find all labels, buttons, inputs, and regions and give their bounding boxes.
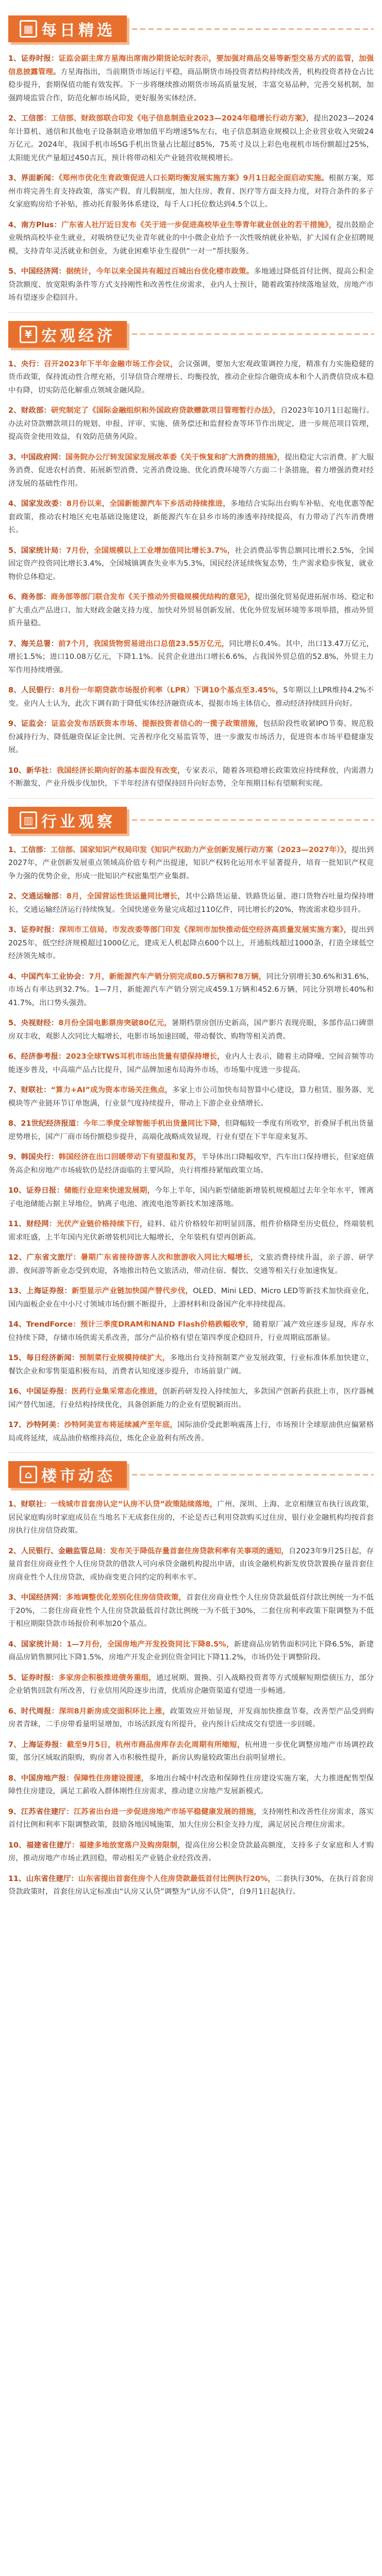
news-item (8, 1117, 374, 1144)
news-headline: 工信部、财政部联合印发《电子信息制造业2023—2024年稳增长行动方案》 (51, 114, 306, 123)
news-item (8, 1352, 374, 1378)
news-body: 5年期以上LPR维持4.2%不变。业内人士认为，此次下调有助于降低实体经济融资成本，提振市场主体信心，推动经济持续回升向好。 (8, 686, 374, 708)
news-body: 提出稳定大宗消费、扩大服务消费、促进农村消费、拓展新型消费、完善消费设施、优化消费环境等六方面二十条措施，着力增强消费对经济发展的基础性作用。 (8, 453, 374, 488)
news-source: 9、江苏省住建厅： (8, 1807, 74, 1816)
news-item (8, 1184, 374, 1211)
chart-icon: ▥ (20, 811, 37, 829)
news-body: 多地出台支持预制菜产业发展政策，行业标准体系加快建立，餐饮企业和零售渠道积极布局，消费者认知度逐步提升，市场前景广阔。 (8, 1354, 374, 1376)
news-item (8, 1285, 374, 1311)
news-source: 1、央行： (8, 360, 44, 368)
news-item (8, 971, 374, 1010)
news-item (8, 1873, 374, 1899)
news-body: 自2023年9月25日起，存量首套住房商业性个人住房贷款的借款人可向承贷金融机构提出申请，由该金融机构新发放贷款置换存量首套住房商业性个人住房贷款，或协商变更合同约定的利率水平。 (8, 1547, 374, 1582)
news-item (8, 1672, 374, 1698)
news-item (8, 498, 374, 537)
news-item (8, 172, 374, 212)
news-body: 多地结合实际出台购车补贴、充电优惠等配套政策，推动农村地区充电基础设施建设，新能源汽车在县乡市场的渗透率持续提高，有力带动了汽车消费增长。 (8, 500, 374, 534)
news-body: 会议强调，要加大宏观政策调控力度，精准有力实施稳健的货币政策，保持流动性合理充裕，引导信贷合理增长、均衡投放，推动企业综合融资成本和个人消费信贷成本稳中有降，切实防范化解重点领域金融风险。 (8, 360, 374, 395)
news-body: 支持刚性和改善性住房需求，落实首付比例和利率下限调整政策，鼓励各地因城施策，加大住房公积金支持力度，满足居民合理住房需求。 (8, 1807, 374, 1829)
news-source: 10、证券日报： (8, 1187, 64, 1195)
building-icon: ⌂ (20, 1466, 37, 1483)
news-headline: 保障性住房建设提速， (73, 1774, 149, 1783)
news-item (8, 112, 374, 165)
news-body: 暑期档票房创历史新高，国产影片表现亮眼，多部作品口碑票房双丰收，观影人次同比大幅增长，电影市场加速回暖，带动餐饮、购物等相关消费。 (8, 1019, 374, 1041)
news-item (8, 545, 374, 584)
news-body: 方星海指出，当前期货市场运行平稳，商品期货市场投资者结构持续改善，机构投资者持仓占比稳步提升，套期保值功能有效发挥。下一步将继续推动期货市场高质量发展，丰富交易品种，完善交易机制，加强跨境监管合作，防范化解市场风险，更好服务实体经济。 (8, 67, 374, 103)
news-item (8, 1739, 374, 1765)
news-headline: 沙特阿美宣布将延续减产至年底， (64, 1421, 178, 1429)
news-body: 国际油价受此影响震荡上行，市场预计全球原油供应偏紧格局或将延续，成品油价格维持高位，炼化企业盈利有所改善。 (8, 1421, 374, 1443)
news-headline: 深圳8月新房成交面积环比上涨， (59, 1707, 170, 1716)
news-body: 硅料、硅片价格较年初明显回落，组件价格降至历史低位，终端装机需求旺盛，上半年国内光伏新增装机同比大幅增长，全年装机有望再创新高。 (8, 1220, 374, 1242)
news-body: 二套执行30%，在执行首套房贷款政策时，首套住房认定标准由“认房又认贷”调整为“认房不认贷”，自9月1日起执行。 (8, 1874, 374, 1896)
news-headline: 深圳市工信局、市发改委等部门印发《深圳市加快推动低空经济高质量发展实施方案》， (59, 926, 352, 934)
news-headline: 召开2023年下半年金融市场工作会议， (43, 360, 178, 368)
news-headline: 工信部、国家知识产权局印发《知识产权助力产业创新发展行动方案（2023—2027年）》， (50, 845, 352, 854)
news-source: 16、中国证券报： (8, 1387, 72, 1396)
news-headline: 福建多地放宽落户及购房限制， (79, 1841, 185, 1850)
news-item (8, 718, 374, 757)
news-source: 3、中国政府网： (8, 453, 65, 462)
news-source: 11、山东省住建厅： (8, 1874, 78, 1883)
news-item (8, 844, 374, 884)
news-headline: 前7个月，我国货物贸易进出口总值23.55万亿元， (58, 639, 229, 648)
news-headline: 商务部等部门联合发布《关于推动外贸稳规模优结构的意见》， (51, 593, 255, 601)
news-body: 多地出台城中村改造和保障性住房建设实施方案，大力推进配售型保障性住房建设，满足工薪收入群体刚性住房需求，推动建立房地产发展新模式。 (8, 1774, 374, 1795)
news-item (8, 1318, 374, 1345)
news-source: 6、商务部： (8, 593, 51, 601)
news-source: 3、界面新闻： (8, 174, 59, 182)
news-headline: 预制菜行业规模持续扩大， (79, 1354, 170, 1362)
news-headline: 截至9月5日，杭州市商品房库存去化周期有所缩短， (67, 1740, 245, 1749)
news-item (8, 1218, 374, 1244)
news-item (8, 1705, 374, 1732)
section-rule (132, 28, 374, 30)
news-item (8, 1385, 374, 1412)
news-source: 11、财经网： (8, 1220, 57, 1228)
news-body: 同比分别增长30.6%和31.6%，市场占有率达到32.7%。1—7月，新能源汽车产销分别完成459.1万辆和452.6万辆，同比分别增长40%和41.7%，出口势头强劲。 (8, 972, 374, 1007)
news-item (8, 684, 374, 710)
news-headline: 2023全球TWS耳机市场出货量有望保持增长， (65, 1053, 225, 1061)
section-daily (8, 12, 374, 305)
news-source: 2、交通运输部： (8, 892, 67, 901)
news-source: 7、海关总署： (8, 639, 59, 648)
news-headline: 8月份一年期贷款市场报价利率（LPR）下调10个基点至3.45%， (59, 686, 284, 694)
news-body: 社会消费品零售总额同比增长2.5%，全国固定资产投资同比增长3.4%，全国城镇调查失业率为5.3%，国民经济延续恢复态势，生产需求稳步恢复，就业物价总体稳定。 (8, 546, 374, 581)
news-source: 8、人民银行： (8, 686, 59, 694)
news-headline: 暑期广东省接待游客人次和旅游收入同比大幅增长， (80, 1253, 258, 1262)
news-item (8, 1806, 374, 1832)
news-headline: 证监会副主席方星海出席南沙期货论坛时表示，要加强对商品交易等新型交易方式的监管，加强信息披露管理。 (8, 55, 374, 76)
news-source: 5、央视财经： (8, 1019, 59, 1027)
news-headline: 多地调整优化差别化住房信贷政策， (66, 1594, 187, 1602)
news-source: 14、TrendForce： (8, 1320, 80, 1329)
news-item (8, 219, 374, 259)
news-headline: 江苏省出台进一步促进房地产市场平稳健康发展的措施， (73, 1807, 261, 1816)
news-source: 2、人民银行、金融监管总局： (8, 1547, 110, 1555)
news-item (8, 591, 374, 631)
section-badge (8, 807, 127, 834)
news-source: 4、国家统计局： (8, 1640, 67, 1649)
news-headline: 8月，全国营运性货运量同比增长， (66, 892, 185, 901)
news-headline: 7月份，全国规模以上工业增加值同比增长3.7%， (66, 546, 235, 555)
news-source: 13、上海证券报： (8, 1287, 72, 1295)
news-body: ，提出2023—2024年计算机、通信和其他电子设备制造业增加值平均增速5%左右，电子信息制造业规模以上企业营业收入突破24万亿元。2024年，我国手机市场5G手机出货量占比超过85%，75英寸及以上彩色电视机市场份额超过25%，太阳能光伏产量超过450吉瓦，预计将带动相关产业链营收规模增长。 (8, 114, 374, 162)
news-body: 专家表示，随着各项稳增长政策效应持续释放，内需潜力不断激发，产业升级步伐加快，下半年经济有望保持回升向好态势，全年预期目标有望顺利实现。 (8, 766, 374, 788)
news-source: 12、广东省文旅厅： (8, 1253, 81, 1262)
news-body: 提出鼓励企业吸纳高校毕业生就业，对吸纳登记失业青年就业的中小微企业给予一次性吸纳就业补贴，扩大国有企业招聘规模，支持青年灵活就业和创业，为就业困难毕业生提供“一对一”帮扶服务。 (8, 221, 374, 256)
news-body: 随着原厂减产效应逐步显现，库存水位持续下降，存储市场供需关系改善，部分产品价格有望在第四季度企稳回升，行业周期底部渐显。 (8, 1320, 374, 1342)
news-source: 9、韩国央行： (8, 1153, 59, 1161)
news-body: 首套住房商业性个人住房贷款最低首付款比例统一为不低于20%，二套住房商业性个人住房贷款最低首付款比例统一为不低于30%，二套住房利率政策下限调整为不低于相应期限贷款市场报价利率加20个基点。 (8, 1594, 374, 1628)
section-header (8, 804, 374, 837)
news-list (8, 1498, 374, 1899)
news-source: 15、每日经济新闻： (8, 1354, 79, 1362)
news-item (8, 1545, 374, 1585)
news-item (8, 1151, 374, 1177)
news-item (8, 890, 374, 917)
news-item (8, 1419, 374, 1445)
news-headline: 韩国经济在出口回暖带动下有望温和复苏， (58, 1153, 202, 1161)
news-item (8, 1772, 374, 1799)
news-item (8, 1638, 374, 1665)
news-item (8, 1498, 374, 1538)
news-headline: 新型显示产业链加快国产替代步伐， (72, 1287, 193, 1295)
section-header (8, 12, 374, 45)
news-headline: 一线城市首套房认定“认房不认贷”政策陆续落地， (51, 1500, 218, 1509)
calendar-icon: ▦ (20, 20, 37, 38)
news-item (8, 451, 374, 491)
news-source: 2、财政部： (8, 406, 52, 415)
news-body: 政策效应开始显现，开发商加快推盘节奏，改善型产品受到购房者青睐，二手房带看量明显增加，市场活跃度有所提升，业内预计后续成交有望进一步回暖。 (8, 1707, 374, 1728)
news-body: 提出到2025年，低空经济规模超过1000亿元，建成无人机起降点600个以上，开通航线超过1000条，打造全球低空经济领先城市。 (8, 926, 374, 960)
news-source: 1、财联社： (8, 1500, 51, 1509)
section-title: 宏观经济 (41, 327, 115, 345)
news-body: 提出到2027年，产业创新发展重点领域高价值专利产出提速，知识产权转化运用水平显著提升，培育一批知识产权竞争力强的优势企业，形成一批知识产权密集型产业集群。 (8, 845, 374, 880)
news-source: 8、21世纪经济报道： (8, 1120, 84, 1128)
news-body: 但降幅较一季度有所收窄，折叠屏手机出货量逆势增长，国产厂商市场份额稳步提升，高端化战略成效显现，行业有望在下半年迎来复苏。 (8, 1120, 374, 1141)
news-item (8, 1017, 374, 1043)
news-headline: 8月份全国电影票房突破80亿元， (58, 1019, 172, 1027)
news-source: 10、新华社： (8, 766, 57, 775)
news-headline: 发布关于降低存量首套住房贷款利率有关事项的通知， (110, 1547, 289, 1555)
news-body: 多地通过降低首付比例、提高公积金贷款额度、放宽限购条件等方式支持刚性和改善性住房需求，业内人士预计，随着政策持续落地显效，房地产市场有望逐步企稳回升。 (8, 267, 374, 302)
section-rule (132, 333, 374, 335)
section-rule (132, 819, 374, 821)
news-body: 多家上市公司加快布局智算中心建设，算力租赁、服务器、光模块等产业链环节订单饱满，行业景气度持续提升，带动上下游企业业绩增长。 (8, 1086, 374, 1108)
news-body: 自2023年10月1日起施行。办法对贷款赠款项目的规划、申报、评审、实施、债务偿还和监督检查等环节作出规定，进一步规范项目管理，提高资金使用效益，有效防范债务风险。 (8, 406, 374, 441)
news-item (8, 265, 374, 305)
news-body: 根据方案，郑州市将完善生育支持政策，落实产假、育儿假制度，加大住房、教育、医疗等方面支持力度，对符合条件的多子女家庭购房给予补贴，推动托育服务体系建设，每千人口托位数达到4.5个以上。 (8, 174, 374, 209)
news-item (8, 1084, 374, 1110)
news-item (8, 638, 374, 677)
section-badge (8, 15, 127, 42)
news-headline: 预计三季度DRAM和NAND Flash价格跌幅收窄， (80, 1320, 253, 1329)
section-divider (8, 798, 374, 799)
news-item (8, 53, 374, 105)
news-source: 10、福建省住建厅： (8, 1841, 79, 1850)
news-headline: 储能行业迎来快速发展期， (64, 1187, 155, 1195)
section-header (8, 1458, 374, 1491)
news-headline: 证监会发布活跃资本市场、提振投资者信心的一揽子政策措施， (51, 720, 263, 728)
news-headline: 山东省提出首套住房个人住房贷款最低首付比例执行20%， (78, 1874, 275, 1883)
news-source: 17、沙特阿美： (8, 1421, 64, 1429)
news-body: 包括阶段性收紧IPO节奏、规范股份减持行为、降低融资保证金比例、完善程序化交易监管等，进一步激发市场活力，促进资本市场平稳健康发展。 (8, 720, 374, 754)
news-source: 5、中国经济网： (8, 267, 67, 276)
news-body: 业内人士表示，随着主动降噪、空间音频等功能逐步普及，中高端产品占比提升，国产品牌加速布局海外市场，市场集中度进一步提高。 (8, 1053, 374, 1074)
news-body: 广州、深圳、上海、北京相继宣布执行该政策，居民家庭购房时家庭成员在当地名下无成套住房的，不论是否已利用贷款购买过住房，银行业金融机构均按首套房执行住房信贷政策。 (8, 1500, 374, 1535)
news-item (8, 358, 374, 398)
section-title: 每日精选 (41, 22, 115, 40)
news-source: 4、南方Plus： (8, 221, 62, 229)
news-source: 1、证券时报： (8, 55, 59, 63)
news-source: 6、时代周报： (8, 1707, 59, 1716)
news-item (8, 924, 374, 963)
section-title: 楼市动态 (41, 1467, 115, 1485)
news-headline: 光伏产业链价格持续下行， (56, 1220, 147, 1228)
news-source: 7、财联社： (8, 1086, 51, 1094)
news-item (8, 1591, 374, 1631)
section-macro (8, 318, 374, 791)
section-industry (8, 804, 374, 1446)
news-source: 4、中国汽车工业协会： (8, 972, 89, 981)
news-source: 3、中国经济网： (8, 1594, 67, 1602)
section-property (8, 1458, 374, 1899)
news-source: 5、国家统计局： (8, 546, 67, 555)
news-headline: 7月，新能源汽车产销分别完成80.5万辆和78万辆， (89, 972, 267, 981)
news-list (8, 844, 374, 1446)
news-item (8, 1839, 374, 1866)
news-source: 7、上海证券报： (8, 1740, 67, 1749)
section-title: 行业观察 (41, 812, 115, 831)
news-headline: 《郑州市优化生育政策促进人口长期均衡发展实施方案》9月1日起全面启动实施。 (58, 174, 329, 182)
news-item (8, 765, 374, 791)
section-divider (8, 1452, 374, 1453)
news-source: 9、证监会： (8, 720, 52, 728)
news-source: 4、国家发改委： (8, 500, 67, 508)
news-item (8, 404, 374, 444)
news-body: 创新药研发投入持续加大，多款国产创新药获批上市，医疗器械国产替代加速，行业结构持续优化，具备创新能力的企业有望脱颖而出。 (8, 1387, 374, 1409)
news-source: 2、工信部： (8, 114, 51, 123)
coin-icon: ¥ (20, 326, 37, 343)
news-source: 6、经济参考报： (8, 1053, 66, 1061)
news-body: 通过展期、置换、引入战略投资者等方式缓解短期偿债压力，部分企业销售回款有所改善，行业信用风险逐步出清，优质房企融资渠道有望进一步畅通。 (8, 1673, 374, 1695)
news-headline: 广东省人社厅近日发布《关于进一步促进高校毕业生等青年就业创业的若干措施》， (61, 221, 337, 229)
news-body: 新建商品房销售面积同比下降6.5%，新建商品房销售额同比下降1.5%，房地产开发企业到位资金同比下降11.2%，市场仍处于调整阶段。 (8, 1640, 374, 1662)
news-item (8, 1251, 374, 1278)
news-body: 提高住房公积金贷款最高额度，支持多子女家庭和人才购房，推动房地产市场止跌回稳，带动相关产业链企业经营改善。 (8, 1841, 374, 1862)
news-headline: 多家房企积极推进债务重组， (58, 1673, 156, 1682)
news-list (8, 53, 374, 305)
news-headline: “算力+AI”成为资本市场关注焦点， (51, 1086, 173, 1094)
news-headline: 研究制定了《国际金融组织和外国政府贷款赠款项目管理暂行办法》， (51, 406, 280, 415)
news-body: 今年上半年，国内新型储能新增装机规模超过去年全年水平，锂离子电池储能占据主导地位，钠离子电池、液流电池等新技术加速落地。 (8, 1187, 374, 1208)
news-headline: 1—7月份，全国房地产开发投资同比下降8.5%， (67, 1640, 234, 1649)
news-headline: 医药行业集采常态化推进， (71, 1387, 162, 1396)
section-rule (132, 1474, 374, 1476)
news-body: 其中公路货运量、铁路货运量、港口货物吞吐量均保持增长，交通运输经济运行持续恢复。全国快递业务量完成超过110亿件，同比增长约20%，物流需求稳步回升。 (8, 892, 374, 914)
news-item (8, 1050, 374, 1077)
news-body: 文旅消费持续升温，亲子游、研学游、夜间游等新业态受到欢迎，各地推出特色文旅活动，带动住宿、餐饮、交通等相关行业加速恢复。 (8, 1253, 374, 1275)
news-list (8, 358, 374, 791)
news-source: 5、证券时报： (8, 1673, 59, 1682)
news-headline: 据统计，今年以来全国共有超过百城出台优化楼市政策。 (66, 267, 254, 276)
news-body: 半导体出口降幅收窄，汽车出口保持增长，但家庭债务高企和房地产市场疲软仍是经济面临的主要风险，央行将维持紧缩政策立场。 (8, 1153, 374, 1175)
section-badge (8, 321, 127, 348)
section-divider (8, 312, 374, 313)
news-source: 1、工信部： (8, 845, 51, 854)
news-headline: 8月份以来，全国新能源汽车下乡活动持续推进， (66, 500, 230, 508)
news-source: 8、中国房地产报： (8, 1774, 74, 1783)
news-headline: 今年二季度全球智能手机出货量同比下降， (83, 1120, 225, 1128)
news-body: 提出强化贸易促进拓展市场、稳定和扩大重点产品进口、加大财政金融支持力度、加快对外贸易创新发展、优化外贸发展环境等多项举措，推动外贸质升量稳。 (8, 593, 374, 628)
news-source: 3、证券时报： (8, 926, 59, 934)
section-badge (8, 1461, 127, 1488)
news-headline: 国务院办公厅转发国家发展改革委《关于恢复和扩大消费的措施》， (65, 453, 285, 462)
section-header (8, 318, 374, 351)
news-body: 杭州进一步优化调整房地产市场调控政策，部分区域取消限购，购房者入市积极性提升，新房认购量较政策出台前明显增长。 (8, 1740, 374, 1762)
news-headline: 我国经济长期向好的基本面没有改变， (56, 766, 185, 775)
news-body: OLED、Mini LED、Micro LED等新技术加快商业化，国内面板企业在中小尺寸领域市场份额不断提升，上游材料和设备国产化率持续提高。 (8, 1287, 374, 1309)
news-body: 同比增长0.4%。其中，出口13.47万亿元，增长1.5%；进口10.08万亿元，下降1.1%。民营企业进出口增长6.6%，占我国外贸总值的52.8%，外贸主力军作用持续增强。 (8, 639, 374, 674)
